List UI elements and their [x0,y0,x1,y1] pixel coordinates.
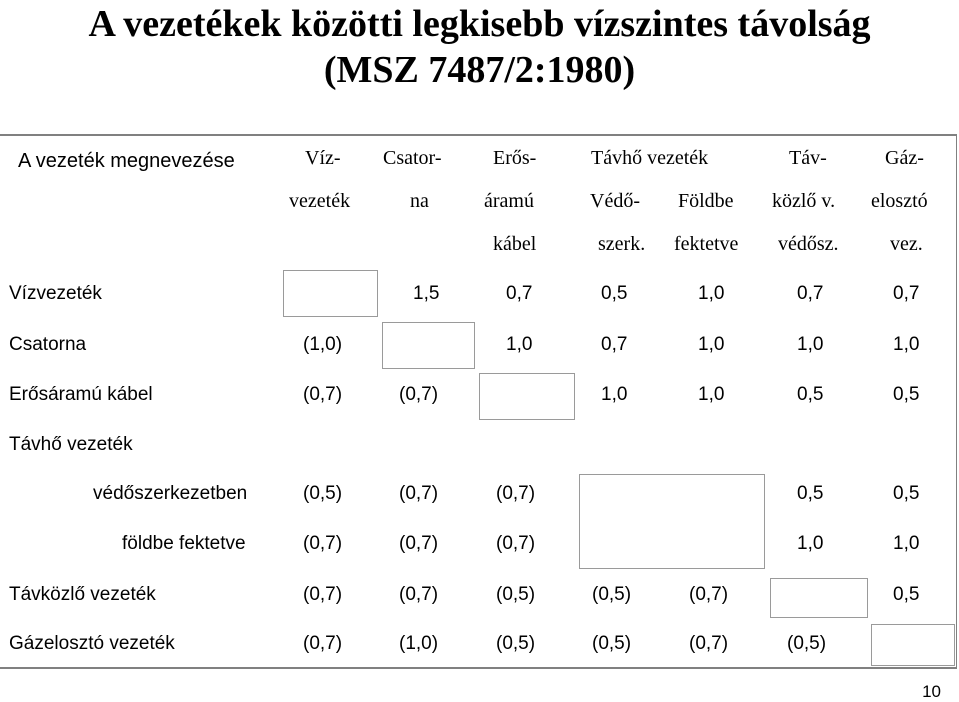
header-gaz-2: elosztó [871,190,928,212]
row-label-buried: földbe fektetve [122,533,246,554]
blank-cell-water [283,270,378,317]
cell: 0,5 [797,483,824,504]
cell: (0,7) [303,384,343,405]
cell: (0,5) [787,633,827,654]
header-vedo-2: szerk. [598,233,646,255]
header-gaz-3: vez. [890,233,923,255]
title-line-1: A vezetékek közötti legkisebb vízszintes távolság [88,3,871,45]
cell: 0,7 [506,283,533,304]
cell: (0,5) [496,633,536,654]
cell: (0,7) [399,533,439,554]
cell: (0,7) [303,584,343,605]
cell: 1,0 [797,334,824,355]
cell: (0,5) [303,483,343,504]
cell: 1,5 [413,283,440,304]
cell: 1,0 [893,334,920,355]
blank-cell-power [479,373,575,420]
blank-cell-gas [871,624,955,666]
cell: 1,0 [698,334,725,355]
header-row-label: A vezeték megnevezése [18,150,235,172]
blank-cell-telecom [770,578,868,618]
row-label-power: Erősáramú kábel [9,384,153,405]
cell: (0,7) [399,384,439,405]
cell: (0,7) [303,633,343,654]
header-viz-2: vezeték [289,190,351,212]
cell: (0,7) [303,533,343,554]
header-vedo-1: Védő- [590,190,640,212]
cell: (0,7) [689,584,729,605]
cell: (0,7) [399,584,439,605]
cell: 1,0 [893,533,920,554]
cell: 1,0 [601,384,628,405]
row-label-gas: Gázelosztó vezeték [9,633,175,654]
cell: (0,5) [592,633,632,654]
header-tavkozlo-3: védősz. [778,233,839,255]
header-tavho: Távhő vezeték [591,147,709,169]
cell: 0,5 [893,584,920,605]
cell: (0,5) [496,584,536,605]
title-line-2: (MSZ 7487/2:1980) [323,49,636,91]
row-label-sewer: Csatorna [9,334,87,355]
header-foldbe-1: Földbe [678,190,734,212]
cell: (0,7) [689,633,729,654]
cell: 1,0 [506,334,533,355]
cell: (0,7) [496,533,536,554]
cell: (0,7) [399,483,439,504]
cell: (1,0) [399,633,439,654]
page-number: 10 [922,682,941,701]
row-label-district-heating: Távhő vezeték [9,434,133,455]
cell: (0,7) [496,483,536,504]
header-csatorna-2: na [410,190,429,212]
cell: 0,5 [893,384,920,405]
header-tavkozlo-1: Táv- [789,147,827,169]
cell: 0,7 [893,283,920,304]
cell: 1,0 [698,283,725,304]
row-label-protective: védőszerkezetben [93,483,248,504]
cell: (1,0) [303,334,343,355]
cell: (0,5) [592,584,632,605]
header-tavkozlo-2: közlő v. [772,190,836,212]
header-eros-2: áramú [484,190,534,212]
header-eros-3: kábel [493,233,537,255]
cell: 0,5 [797,384,824,405]
header-csatorna-1: Csator- [383,147,442,169]
cell: 0,7 [601,334,628,355]
row-label-water: Vízvezeték [9,283,102,304]
header-viz-1: Víz- [305,147,341,169]
cell: 0,7 [797,283,824,304]
cell: 0,5 [893,483,920,504]
blank-cell-district-heating [579,474,765,569]
header-foldbe-2: fektetve [674,233,739,255]
cell: 0,5 [601,283,628,304]
header-eros-1: Erős- [493,147,537,169]
header-gaz-1: Gáz- [885,147,924,169]
cell: 1,0 [698,384,725,405]
row-label-telecom: Távközlő vezeték [9,584,156,605]
cell: 1,0 [797,533,824,554]
blank-cell-sewer [382,322,475,369]
